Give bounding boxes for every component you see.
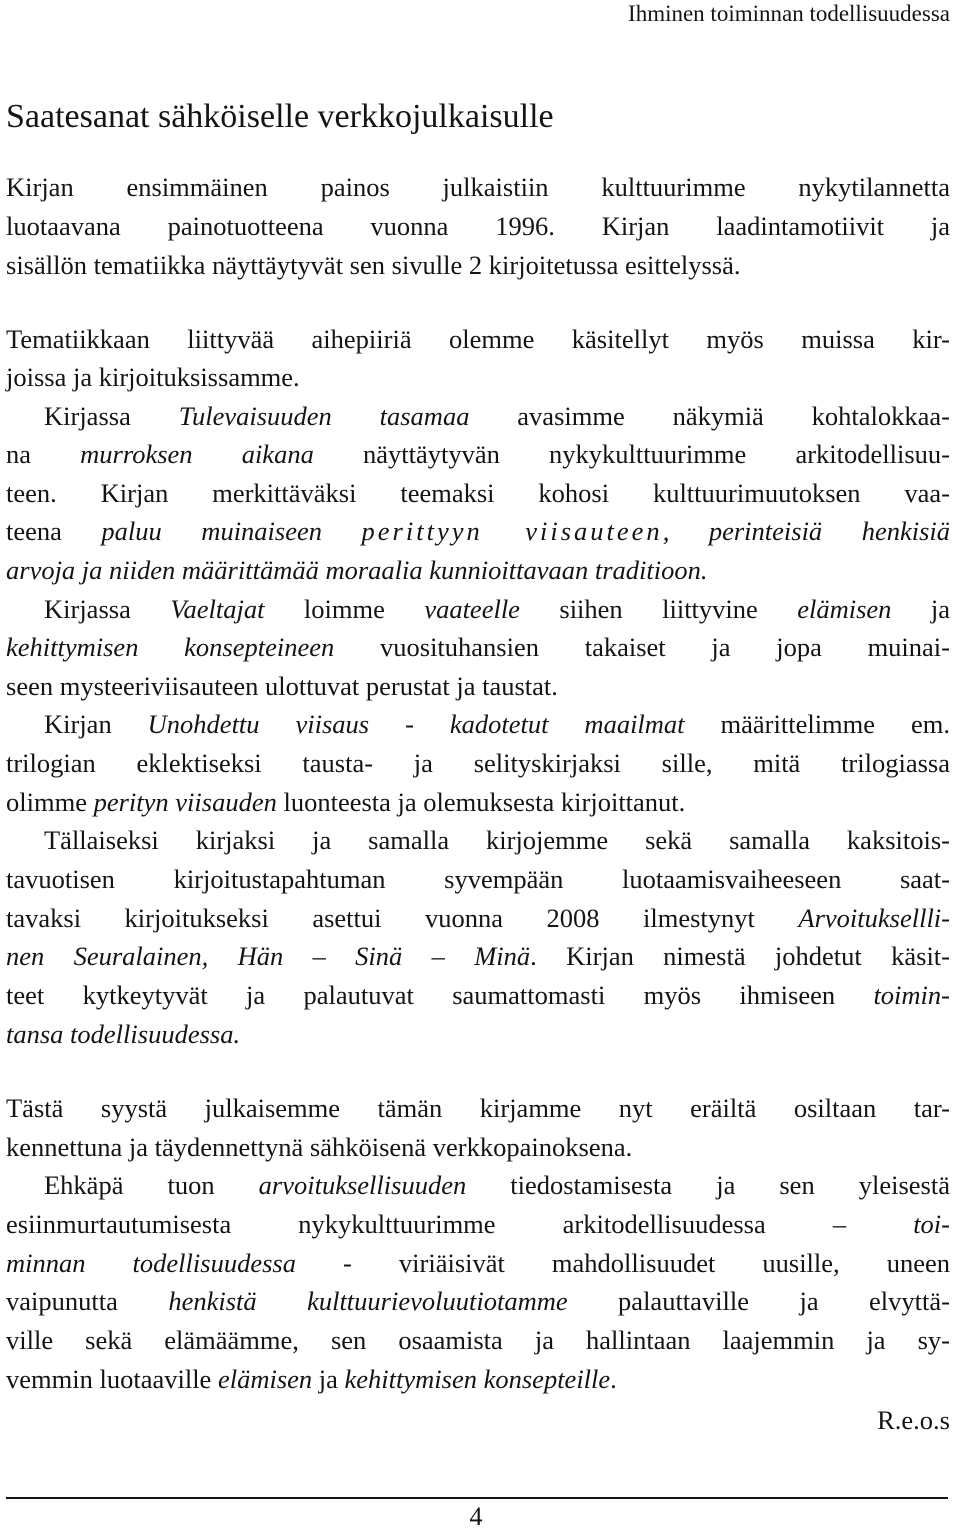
text-line: Tällaiseksi kirjaksi ja samalla kirjojemme sekä samalla kaksitois- <box>44 825 950 855</box>
text-line: minnan todellisuudessa - viriäisivät mahdollisuudet uusille, uneen <box>6 1248 950 1278</box>
text-line: teena paluu muinaiseen perittyyn viisauteen, perinteisiä henkisiä <box>6 516 951 546</box>
text-line: nen Seuralainen, Hän – Sinä – Minä. Kirjan nimestä johdetut käsit- <box>6 941 950 971</box>
book-title-vaeltajat: Vaeltajat <box>170 594 265 624</box>
text-line: Kirjassa Tulevaisuuden tasamaa avasimme näkymiä kohtalokkaa- <box>44 401 950 431</box>
text-line: arvoja ja niiden määrittämää moraalia kunnioittavaan traditioon. <box>6 555 708 585</box>
text-line: na murroksen aikana näyttäytyvän nykykulttuurimme arkitodellisuu- <box>6 439 950 469</box>
text-line: teet kytkeytyvät ja palautuvat saumattomasti myös ihmiseen toimin- <box>6 980 950 1010</box>
text-line: joissa ja kirjoituksissamme. <box>6 362 300 392</box>
text-line: vaipunutta henkistä kulttuurievoluutiotamme palauttaville ja elvyttä- <box>6 1286 950 1316</box>
text-line: tavuotisen kirjoitustapahtuman syvempään luotaamisvaiheeseen saat- <box>6 864 950 894</box>
page-title: Saatesanat sähköiselle verkkojulkaisulle <box>6 98 554 135</box>
text-line: trilogian eklektiseksi tausta- ja selityskirjaksi sille, mitä trilogiassa <box>6 748 950 778</box>
text-line: seen mysteeriviisauteen ulottuvat perustat ja taustat. <box>6 671 558 701</box>
text-line: teen. Kirjan merkittäväksi teemaksi kohosi kulttuurimuutoksen vaa- <box>6 478 950 508</box>
text-line: Tematiikkaan liittyvää aihepiiriä olemme käsitellyt myös muissa kir- <box>6 324 950 354</box>
text-line: tansa todellisuudessa. <box>6 1019 241 1049</box>
page-number: 4 <box>469 1502 483 1531</box>
text-line: Kirjassa Vaeltajat loimme vaateelle siihen liittyvine elämisen ja <box>44 594 950 624</box>
text-line: vemmin luotaaville elämisen ja kehittymisen konsepteille. <box>6 1364 617 1394</box>
text-line: tavaksi kirjoitukseksi asettui vuonna 2008 ilmestynyt Arvoituksellli- <box>6 903 950 933</box>
text-line: Kirjan ensimmäinen painos julkaistiin kulttuurimme nykytilannetta <box>6 172 950 202</box>
book-title-arvoituksellinen-seuralainen: Arvoituksellli- <box>798 903 950 933</box>
footer-rule <box>6 1497 948 1499</box>
text-line: kehittymisen konsepteineen vuosituhansien takaiset ja jopa muinai- <box>6 632 950 662</box>
text-line: Tästä syystä julkaisemme tämän kirjamme nyt eräiltä osiltaan tar- <box>6 1093 950 1123</box>
signature: R.e.o.s <box>877 1405 950 1435</box>
running-header: Ihminen toiminnan todellisuudessa <box>628 1 950 26</box>
text-line: Ehkäpä tuon arvoituksellisuuden tiedostamisesta ja sen yleisestä <box>44 1170 950 1200</box>
text-line: Kirjan Unohdettu viisaus - kadotetut maailmat määrittelimme em. <box>44 709 951 739</box>
text-line: esiinmurtautumisesta nykykulttuurimme arkitodellisuudessa – toi- <box>6 1209 950 1239</box>
text-line: olimme perityn viisauden luonteesta ja olemuksesta kirjoittanut. <box>6 787 686 817</box>
book-title-unohdettu-viisaus: Unohdettu viisaus - kadotetut maailmat <box>147 709 685 739</box>
book-title-tulevaisuuden-tasamaa: Tulevaisuuden tasamaa <box>178 401 470 431</box>
text-line: sisällön tematiikka näyttäytyvät sen sivulle 2 kirjoitetussa esittelyssä. <box>6 250 741 280</box>
text-line: ville sekä elämäämme, sen osaamista ja hallintaan laajemmin ja sy- <box>6 1325 950 1355</box>
text-line: kennettuna ja täydennettynä sähköisenä verkkopainoksena. <box>6 1132 633 1162</box>
text-line: luotaavana painotuotteena vuonna 1996. Kirjan laadintamotiivit ja <box>6 211 950 241</box>
